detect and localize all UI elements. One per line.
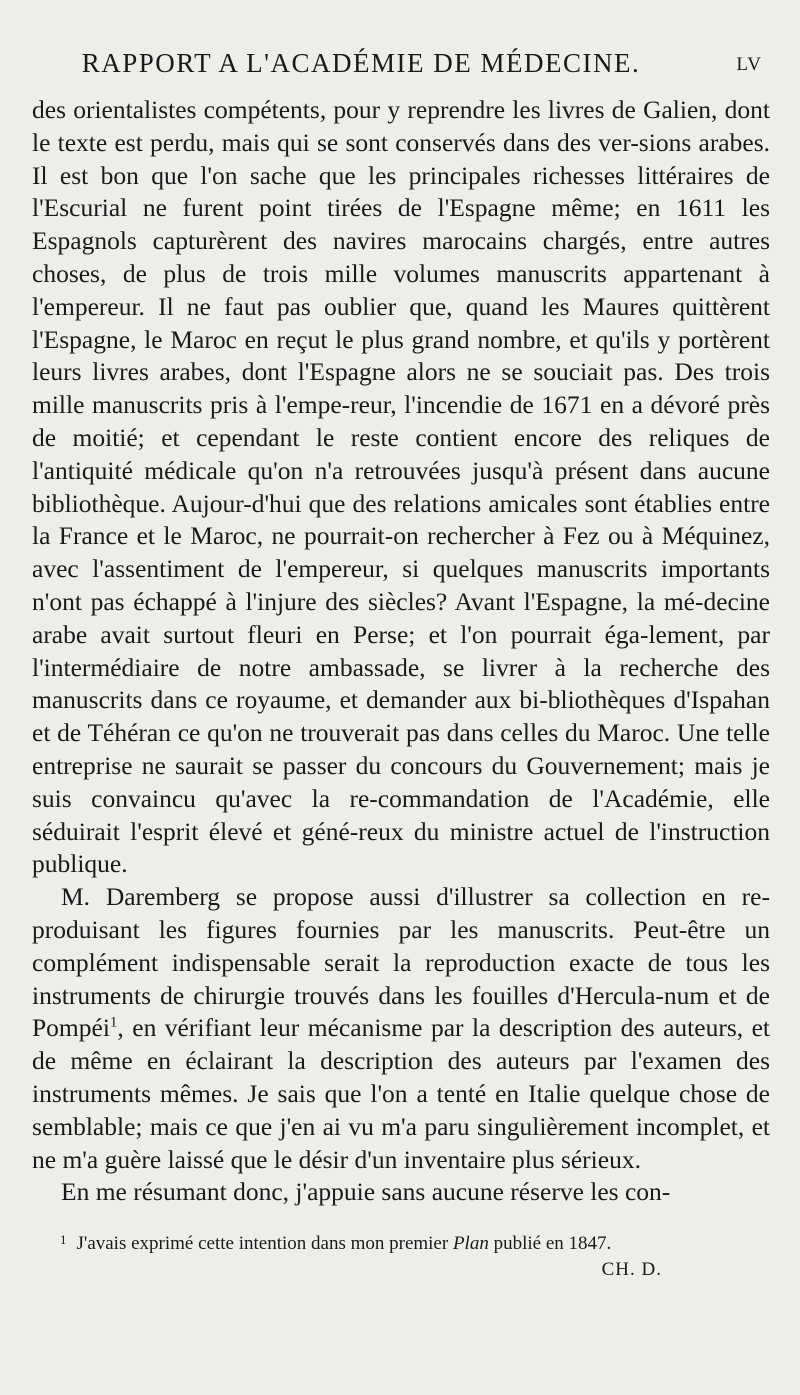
paragraph-2-part-1: M. Daremberg se propose aussi d'illustrer sa collection en re-produisant les figures fournies par les manuscrits. Peut-être un complément indispensable serait la reproduction exacte de tous les instruments de chirurgie trouvés dans les fouilles d'Hercula-num et de Pompéi [32, 882, 770, 1043]
footnote-text-end: publié en 1847. [488, 1233, 612, 1255]
page-header [32, 48, 770, 88]
footnote-1 [60, 1227, 770, 1257]
paragraph-2-part-2: , en vérifiant leur mécanisme par la description des auteurs, et de même en éclairant la description des auteurs par l'examen des instruments mêmes. Je sais que l'on a tenté en Italie quelque chose de semblable; mais ce que j'en ai vu m'a paru singulièrement incomplet, et ne m'a guère laissé que le désir d'un inventaire plus sérieux. [32, 1013, 770, 1174]
page-number: LV [736, 54, 762, 75]
paragraph-2 [32, 881, 770, 1176]
footnote-signature: CH. D. [601, 1259, 662, 1281]
paragraph-1: des orientalistes compétents, pour y reprendre les livres de Galien, dont le texte est perdu, mais qui se sont conservés dans des ver-sions arabes. Il est bon que l'on sache que les principales richesses littéraires de l'Escurial ne furent point tirées de l'Espagne même; en 1611 les Espagnols capturèrent des navires marocains chargés, entre autres choses, de plus de trois mille volumes manuscrits appartenant à l'empereur. Il ne faut pas oublier que, quand les Maures quittèrent l'Espagne, le Maroc en reçut le plus grand nombre, et qu'ils y portèrent leurs livres arabes, dont l'Espagne alors ne se souciait pas. Des trois mille manuscrits pris à l'empe-reur, l'incendie de 1671 en a dévoré près de moitié; et cependant le reste contient encore des reliques de l'antiquité médicale qu'on n'a retrouvées jusqu'à présent dans aucune bibliothèque. Aujour-d'hui que des relations amicales sont établies entre la France et le Maroc, ne pourrait-on rechercher à Fez ou à Méquinez, avec l'assentiment de l'empereur, si quelques manuscrits importants n'ont pas échappé à l'injure des siècles? Avant l'Espagne, la mé-decine arabe avait surtout fleuri en Perse; et l'on pourrait éga-lement, par l'intermédiaire de notre ambassade, se livrer à la recherche des manuscrits dans ce royaume, et demander aux bi-bliothèques d'Ispahan et de Téhéran ce qu'on ne trouverait pas dans celles du Maroc. Une telle entreprise ne saurait se passer du concours du Gouvernement; mais je suis convaincu qu'avec la re-commandation de l'Académie, elle séduirait l'esprit élevé et géné-reux du ministre actuel de l'instruction publique. [32, 95, 770, 879]
footnote-mark: 1 [60, 1232, 67, 1248]
footnote-italic-word: Plan [452, 1233, 489, 1255]
running-title: RAPPORT A L'ACADÉMIE DE MÉDECINE. [81, 48, 641, 78]
paragraph-3: En me résumant donc, j'appuie sans aucune réserve les con- [61, 1177, 671, 1207]
footnote-text-start: J'avais exprimé cette intention dans mon premier [76, 1233, 453, 1255]
footnotes [32, 1227, 770, 1283]
body-text [32, 94, 770, 1209]
footnote-reference: 1 [109, 1014, 118, 1031]
